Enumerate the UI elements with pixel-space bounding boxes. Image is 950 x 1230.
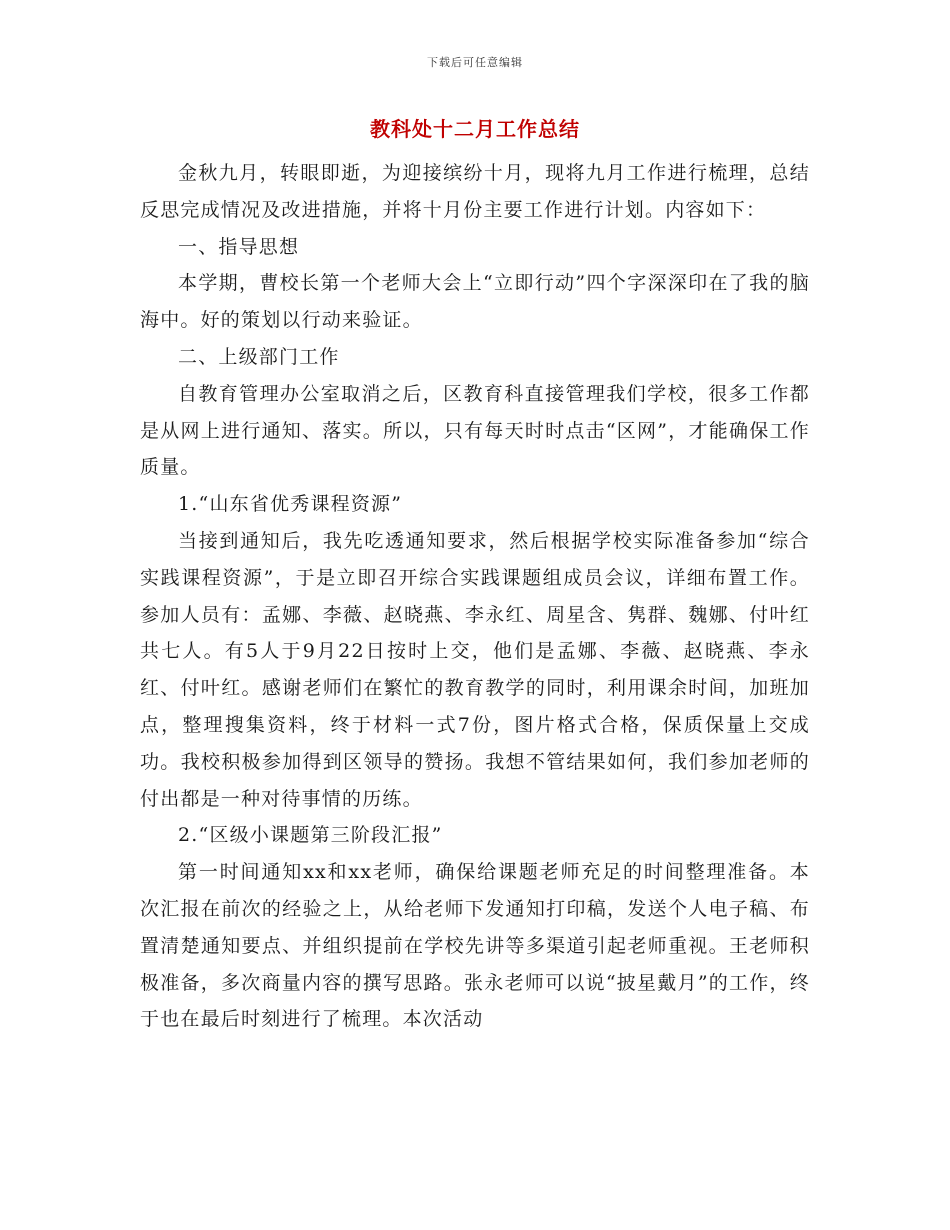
item-heading-shandong-resources: 1.“山东省优秀课程资源” <box>178 493 403 516</box>
page-header: 下载后可任意编辑 <box>427 56 523 69</box>
paragraph-intro: 金秋九月，转眼即逝，为迎接缤纷十月，现将九月工作进行梳理，总结反思完成情况及改进措施，并将十月份主要工作进行计划。内容如下： <box>140 162 810 221</box>
paragraph-shandong-resources: 当接到通知后，我先吃透通知要求，然后根据学校实际准备参加“综合实践课程资源”，于是立即召开综合实践课题组成员会议，详细布置工作。参加人员有：孟娜、李薇、赵晓燕、李永红、周星含、隽群、魏娜、付叶红共七人。有5人于9月22日按时上交，他们是孟娜、李薇、赵晓燕、李永红、付叶红。感谢老师们在繁忙的教育教学的同时，利用课余时间，加班加点，整理搜集资料，终于材料一式7份，图片格式合格，保质保量上交成功。我校积极参加得到区领导的赞扬。我想不管结果如何，我们参加老师的付出都是一种对待事情的历练。 <box>140 529 810 810</box>
document-title: 教科处十二月工作总结 <box>370 117 580 141</box>
paragraph-district-report: 第一时间通知xx和xx老师，确保给课题老师充足的时间整理准备。本次汇报在前次的经验之上，从给老师下发通知打印稿，发送个人电子稿、布置清楚通知要点、并组织提前在学校先讲等多渠道引起老师重视。王老师积极准备，多次商量内容的撰写思路。张永老师可以说“披星戴月”的工作，终于也在最后时刻进行了梳理。本次活动 <box>140 861 810 1031</box>
section-heading-guiding-thought: 一、指导思想 <box>178 235 300 258</box>
section-heading-superior-work: 二、上级部门工作 <box>178 345 340 368</box>
paragraph-superior-work: 自教育管理办公室取消之后，区教育科直接管理我们学校，很多工作都是从网上进行通知、落实。所以，只有每天时时点击“区网”，才能确保工作质量。 <box>140 382 810 479</box>
paragraph-guiding-thought: 本学期，曹校长第一个老师大会上“立即行动”四个字深深印在了我的脑海中。好的策划以行动来验证。 <box>140 272 810 332</box>
item-heading-district-report: 2.“区级小课题第三阶段汇报” <box>178 824 443 847</box>
document-body <box>140 155 810 1038</box>
